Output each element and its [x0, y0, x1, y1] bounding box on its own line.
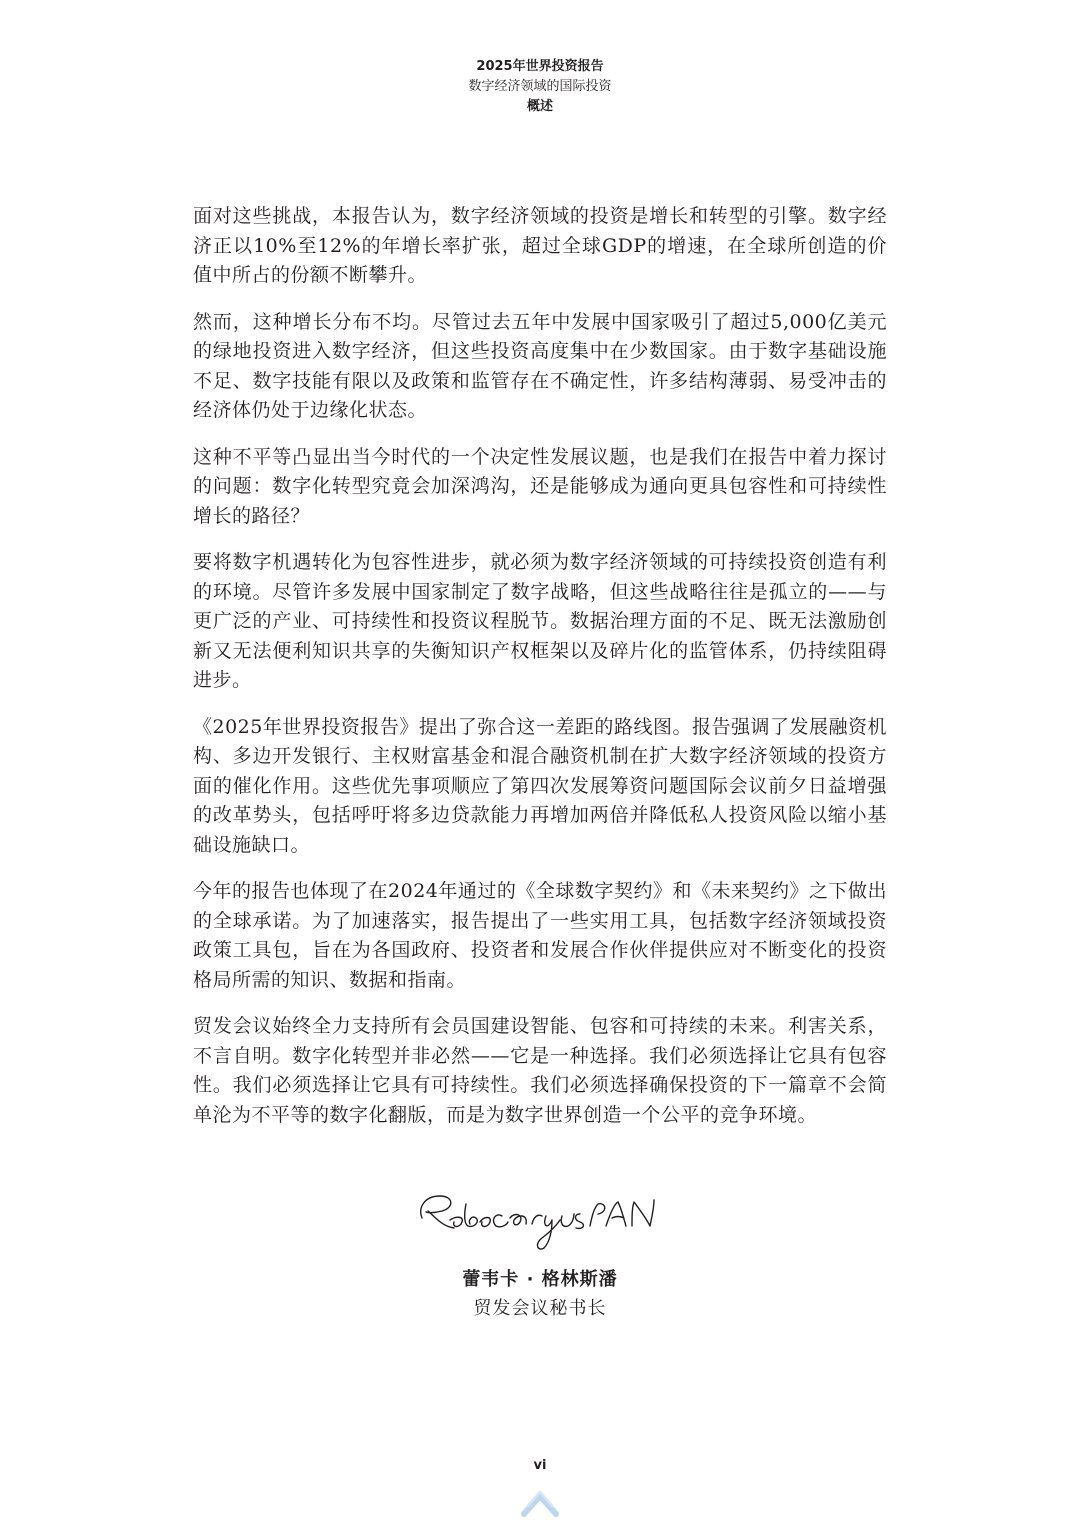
body-text [193, 202, 887, 1147]
paragraph: 要将数字机遇转化为包容性进步，就必须为数字经济领域的可持续投资创造有利的环境。尽管许多发展中国家制定了数字战略，但这些战略往往是孤立的——与更广泛的产业、可持续性和投资议程脱节。数据治理方面的不足、既无法激励创新又无法便利知识共享的失衡知识产权框架以及碎片化的监管体系，仍持续阻碍进步。 [193, 551, 887, 691]
chapter-title: 概述 [526, 99, 553, 114]
paragraph: 然而，这种增长分布不均。尽管过去五年中发展中国家吸引了超过5,000亿美元的绿地投资进入数字经济，但这些投资高度集中在少数国家。由于数字基础设施不足、数字技能有限以及政策和监管存在不确定性，许多结构薄弱、易受冲击的经济体仍处于边缘化状态。 [193, 310, 887, 421]
report-subtitle: 数字经济领域的国际投资 [468, 79, 612, 94]
report-title: 2025年世界投资报告 [476, 59, 604, 74]
signer-title: 贸发会议秘书长 [473, 1298, 607, 1319]
paragraph: 贸发会议始终全力支持所有会员国建设智能、包容和可持续的未来。利害关系，不言自明。数字化转型并非必然——它是一种选择。我们必须选择让它具有包容性。我们必须选择让它具有可持续性。我们必须选择确保投资的下一篇章不会简单沦为不平等的数字化翻版，而是为数字世界创造一个公平的竞争环境。 [193, 1015, 887, 1126]
signature-block [0, 1180, 1080, 1324]
paragraph: 面对这些挑战，本报告认为，数字经济领域的投资是增长和转型的引擎。数字经济正以10%至12%的年增长率扩张，超过全球GDP的增速，在全球所创造的价值中所占的份额不断攀升。 [193, 205, 887, 286]
signer-name: 蕾韦卡 · 格林斯潘 [462, 1269, 618, 1290]
handwritten-signature [410, 1180, 670, 1260]
paragraph: 今年的报告也体现了在2024年通过的《全球数字契约》和《未来契约》之下做出的全球承诺。为了加速落实，报告提出了一些实用工具，包括数字经济领域投资政策工具包，旨在为各国政府、投资者和发展合作伙伴提供应对不断变化的投资格局所需的知识、数据和指南。 [193, 880, 887, 991]
paragraph: 这种不平等凸显出当今时代的一个决定性发展议题，也是我们在报告中着力探讨的问题：数字化转型究竟会加深鸿沟，还是能够成为通向更具包容性和可持续性增长的路径？ [193, 445, 887, 527]
paragraph: 《2025年世界投资报告》提出了弥合这一差距的路线图。报告强调了发展融资机构、多边开发银行、主权财富基金和混合融资机制在扩大数字经济领域的投资方面的催化作用。这些优先事项顺应了第四次发展筹资问题国际会议前夕日益增强的改革势头，包括呼吁将多边贷款能力再增加两倍并降低私人投资风险以缩小基础设施缺口。 [193, 715, 887, 856]
page-number: vi [533, 1458, 547, 1473]
page-header [0, 57, 1080, 117]
up-chevron-icon[interactable] [520, 1484, 560, 1520]
